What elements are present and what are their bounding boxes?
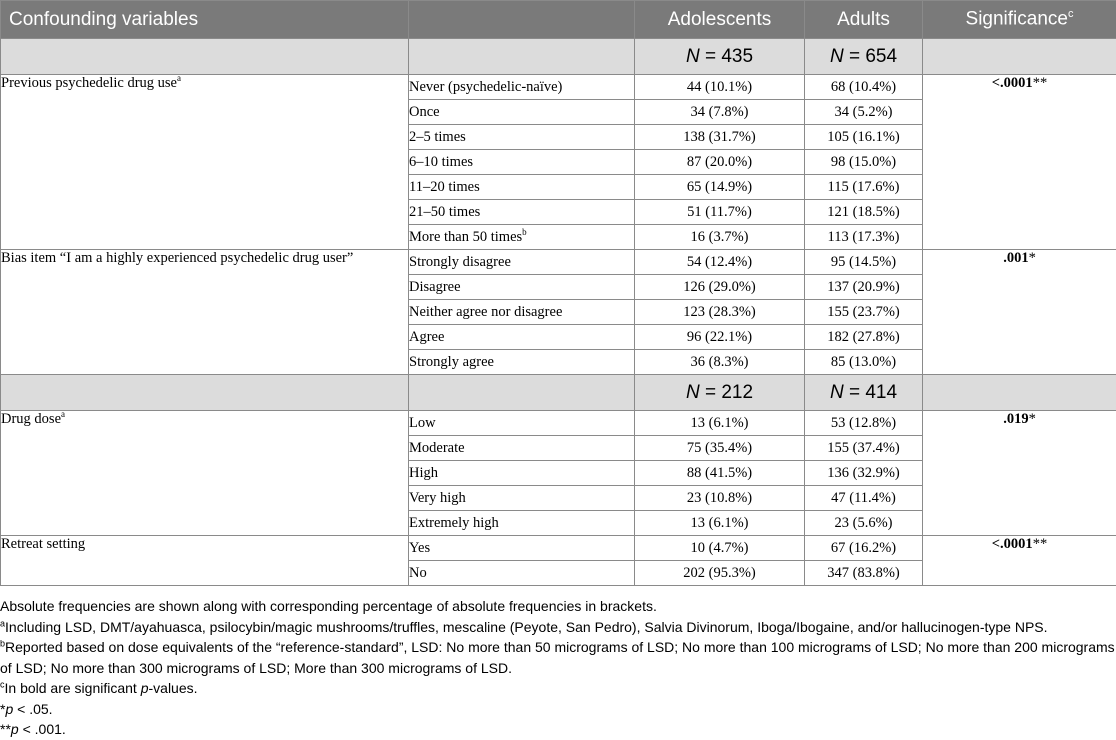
header-category	[409, 1, 635, 39]
category-label: 6–10 times	[409, 154, 473, 170]
category-cell	[409, 250, 635, 275]
category-cell	[409, 561, 635, 586]
adolescents-value: 13 (6.1%)	[635, 411, 805, 436]
adults-value: 68 (10.4%)	[805, 75, 923, 100]
adults-value: 53 (12.8%)	[805, 411, 923, 436]
adults-value: 98 (15.0%)	[805, 150, 923, 175]
sample-size-value: = 414	[844, 382, 897, 403]
header-row	[1, 1, 1116, 39]
significance-stars: *	[1029, 250, 1036, 266]
category-label: Neither agree nor disagree	[409, 304, 562, 320]
note-star1-text: < .05.	[13, 701, 52, 717]
variable-name: Drug dose	[1, 411, 61, 427]
category-cell	[409, 350, 635, 375]
category-label: 11–20 times	[409, 179, 480, 195]
adults-value: 85 (13.0%)	[805, 350, 923, 375]
header-significance-label: Significance	[966, 9, 1068, 30]
significance-cell	[923, 411, 1116, 536]
adolescents-value: 44 (10.1%)	[635, 75, 805, 100]
variable-name: Retreat setting	[1, 536, 85, 552]
adults-value: 67 (16.2%)	[805, 536, 923, 561]
category-cell	[409, 486, 635, 511]
variable-footnote: a	[177, 75, 181, 84]
note-c-marker: c	[0, 679, 5, 689]
adolescents-value: 34 (7.8%)	[635, 100, 805, 125]
sample-size-adolescents	[635, 375, 805, 411]
note-general: Absolute frequencies are shown along with corresponding percentage of absolute frequencies in brackets.	[0, 596, 1116, 617]
significance-cell	[923, 75, 1116, 250]
sample-size-adults	[805, 39, 923, 75]
adolescents-value: 75 (35.4%)	[635, 436, 805, 461]
variable-cell	[1, 411, 409, 536]
category-cell	[409, 275, 635, 300]
adults-value: 47 (11.4%)	[805, 486, 923, 511]
adults-value: 137 (20.9%)	[805, 275, 923, 300]
sample-size-empty	[1, 375, 409, 411]
category-cell	[409, 225, 635, 250]
note-c-italic: p	[141, 680, 149, 696]
variable-name: Previous psychedelic drug use	[1, 75, 177, 91]
category-cell	[409, 175, 635, 200]
table-footnotes	[0, 596, 1116, 740]
note-c	[0, 678, 1116, 699]
significance-value: .019	[1003, 411, 1028, 427]
variable-cell	[1, 250, 409, 375]
sample-size-value: = 654	[844, 46, 897, 67]
note-star2-italic: p	[11, 721, 19, 737]
significance-stars: **	[1033, 75, 1048, 91]
category-label: Disagree	[409, 279, 461, 295]
category-cell	[409, 436, 635, 461]
category-cell	[409, 125, 635, 150]
header-significance-footnote: c	[1068, 8, 1074, 20]
category-label: Extremely high	[409, 515, 499, 531]
significance-value: <.0001	[992, 536, 1033, 552]
note-a-text: Including LSD, DMT/ayahuasca, psilocybin/magic mushrooms/truffles, mescaline (Peyote, San Pedro), Salvia Divinorum, Iboga/Ibogaine, and/or hallucinogen-type NPS.	[5, 619, 1048, 635]
table-row	[1, 250, 1116, 275]
sample-size-empty	[409, 375, 635, 411]
adults-value: 105 (16.1%)	[805, 125, 923, 150]
note-star2-mark: **	[0, 721, 11, 737]
adults-value: 34 (5.2%)	[805, 100, 923, 125]
sample-size-empty	[923, 375, 1116, 411]
significance-stars: **	[1033, 536, 1048, 552]
sample-size-empty	[1, 39, 409, 75]
category-label: Never (psychedelic-naïve)	[409, 79, 562, 95]
variable-name: Bias item “I am a highly experienced psychedelic drug user”	[1, 250, 353, 266]
category-cell	[409, 200, 635, 225]
category-cell	[409, 100, 635, 125]
sample-size-adults	[805, 375, 923, 411]
adults-value: 95 (14.5%)	[805, 250, 923, 275]
note-star2-text: < .001.	[19, 721, 66, 737]
adolescents-value: 202 (95.3%)	[635, 561, 805, 586]
category-cell	[409, 300, 635, 325]
sample-size-n: N	[830, 46, 844, 67]
note-star1-italic: p	[5, 701, 13, 717]
sample-size-n: N	[686, 46, 700, 67]
category-cell	[409, 325, 635, 350]
category-label: Strongly disagree	[409, 254, 511, 270]
adolescents-value: 51 (11.7%)	[635, 200, 805, 225]
category-label: Strongly agree	[409, 354, 494, 370]
header-adolescents: Adolescents	[635, 1, 805, 39]
header-adults: Adults	[805, 1, 923, 39]
adolescents-value: 87 (20.0%)	[635, 150, 805, 175]
note-star1-mark: *	[0, 701, 5, 717]
significance-value: .001	[1003, 250, 1028, 266]
adolescents-value: 126 (29.0%)	[635, 275, 805, 300]
category-cell	[409, 536, 635, 561]
sample-size-n: N	[686, 382, 700, 403]
header-significance	[923, 1, 1116, 39]
note-b-text: Reported based on dose equivalents of the “reference-standard”, LSD: No more than 50 micrograms of LSD; No more than 100 micrograms of LSD; No more than 200 micrograms of LSD; No more than 300 micrograms of LSD; More than 300 micrograms of LSD.	[0, 639, 1115, 676]
adolescents-value: 96 (22.1%)	[635, 325, 805, 350]
adolescents-value: 36 (8.3%)	[635, 350, 805, 375]
adolescents-value: 16 (3.7%)	[635, 225, 805, 250]
category-label: Moderate	[409, 440, 465, 456]
significance-value: <.0001	[992, 75, 1033, 91]
note-star1	[0, 699, 1116, 720]
category-label: Very high	[409, 490, 466, 506]
adults-value: 136 (32.9%)	[805, 461, 923, 486]
category-cell	[409, 75, 635, 100]
category-label: Once	[409, 104, 440, 120]
note-b	[0, 637, 1116, 678]
note-c-text-before: In bold are significant	[5, 680, 141, 696]
adolescents-value: 13 (6.1%)	[635, 511, 805, 536]
adolescents-value: 138 (31.7%)	[635, 125, 805, 150]
adolescents-value: 23 (10.8%)	[635, 486, 805, 511]
sample-size-row	[1, 375, 1116, 411]
sample-size-row	[1, 39, 1116, 75]
category-cell	[409, 411, 635, 436]
variable-cell	[1, 75, 409, 250]
variable-cell	[1, 536, 409, 586]
category-label: More than 50 times	[409, 229, 522, 245]
adults-value: 23 (5.6%)	[805, 511, 923, 536]
table-row	[1, 536, 1116, 561]
category-label: No	[409, 565, 427, 581]
note-star2	[0, 719, 1116, 740]
category-cell	[409, 150, 635, 175]
adults-value: 121 (18.5%)	[805, 200, 923, 225]
adults-value: 347 (83.8%)	[805, 561, 923, 586]
table-row	[1, 75, 1116, 100]
note-a	[0, 617, 1116, 638]
category-cell	[409, 461, 635, 486]
category-label: 21–50 times	[409, 204, 480, 220]
sample-size-value: = 212	[700, 382, 753, 403]
note-b-marker: b	[0, 638, 5, 648]
category-label: Yes	[409, 540, 430, 556]
adults-value: 182 (27.8%)	[805, 325, 923, 350]
category-cell	[409, 511, 635, 536]
sample-size-adolescents	[635, 39, 805, 75]
variable-footnote: a	[61, 411, 65, 420]
adults-value: 155 (37.4%)	[805, 436, 923, 461]
category-footnote: b	[522, 227, 527, 237]
category-label: Agree	[409, 329, 444, 345]
category-label: 2–5 times	[409, 129, 466, 145]
adolescents-value: 65 (14.9%)	[635, 175, 805, 200]
header-confounding-variables: Confounding variables	[1, 1, 409, 39]
sample-size-n: N	[830, 382, 844, 403]
sample-size-value: = 435	[700, 46, 753, 67]
significance-stars: *	[1029, 411, 1036, 427]
table-row	[1, 411, 1116, 436]
adults-value: 113 (17.3%)	[805, 225, 923, 250]
sample-size-empty	[409, 39, 635, 75]
adults-value: 115 (17.6%)	[805, 175, 923, 200]
category-label: Low	[409, 415, 436, 431]
adolescents-value: 123 (28.3%)	[635, 300, 805, 325]
significance-cell	[923, 536, 1116, 586]
sample-size-empty	[923, 39, 1116, 75]
adolescents-value: 54 (12.4%)	[635, 250, 805, 275]
adolescents-value: 10 (4.7%)	[635, 536, 805, 561]
adolescents-value: 88 (41.5%)	[635, 461, 805, 486]
note-a-marker: a	[0, 618, 5, 628]
significance-cell	[923, 250, 1116, 375]
category-label: High	[409, 465, 438, 481]
adults-value: 155 (23.7%)	[805, 300, 923, 325]
note-c-text-after: -values.	[149, 680, 198, 696]
